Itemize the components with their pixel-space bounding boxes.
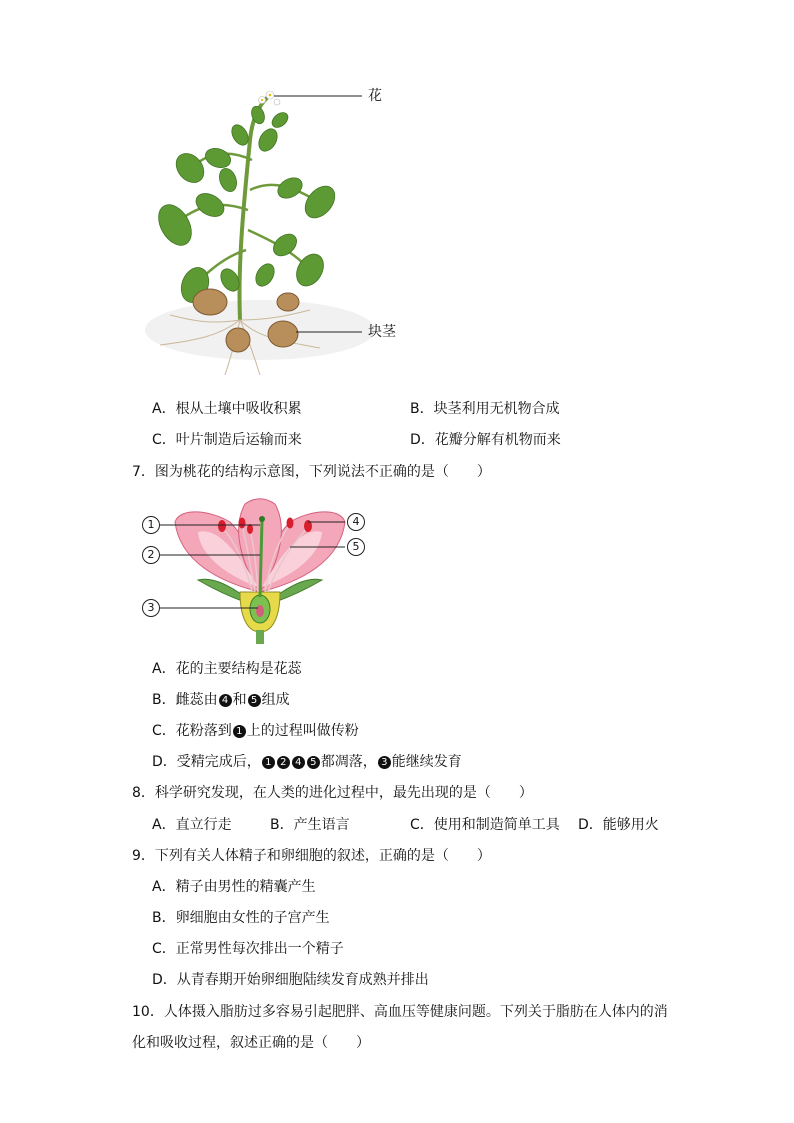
q7-option-b-suffix: 组成 — [261, 692, 290, 708]
marker-2: 2 — [142, 546, 160, 564]
circled-number: 4 — [219, 694, 232, 707]
q7-option-b-prefix: B．雌蕊由 — [152, 692, 218, 708]
q8-option-c[interactable]: C．使用和制造简单工具 — [410, 817, 560, 833]
peach-flower-illustration — [140, 492, 380, 644]
q7-option-d-suffix: 能继续发育 — [391, 754, 462, 770]
q6-option-a[interactable]: A．根从土壤中吸收积累 — [152, 401, 302, 417]
q8-stem: 8．科学研究发现，在人类的进化过程中，最先出现的是（ ） — [132, 785, 533, 801]
q10-stem-line1: 10．人体摄入脂肪过多容易引起肥胖、高血压等健康问题。下列关于脂肪在人体内的消 — [132, 1004, 668, 1020]
circled-number: 1 — [233, 725, 246, 738]
q9-option-b[interactable]: B．卵细胞由女性的子宫产生 — [152, 910, 330, 926]
q8-option-d[interactable]: D．能够用火 — [578, 817, 659, 833]
circled-number: 5 — [248, 694, 261, 707]
circled-number: 5 — [307, 756, 320, 769]
q9-option-d[interactable]: D．从青春期开始卵细胞陆续发育成熟并排出 — [152, 972, 429, 988]
q7-option-c-prefix: C．花粉落到 — [152, 723, 232, 739]
q7-option-d-prefix: D．受精完成后， — [152, 754, 261, 770]
q6-option-d[interactable]: D．花瓣分解有机物而来 — [410, 432, 561, 448]
q8-option-a[interactable]: A．直立行走 — [152, 817, 232, 833]
circled-number: 2 — [277, 756, 290, 769]
q7-option-c[interactable] — [152, 721, 359, 741]
circled-number: 3 — [378, 756, 391, 769]
q10-stem-line2: 化和吸收过程，叙述正确的是（ ） — [132, 1035, 370, 1051]
marker-1: 1 — [142, 516, 160, 534]
label-tuber: 块茎 — [368, 324, 396, 340]
circled-number: 1 — [262, 756, 275, 769]
q7-option-d-mid: 都凋落， — [320, 754, 377, 770]
q7-option-b[interactable] — [152, 690, 290, 710]
q9-stem: 9．下列有关人体精子和卵细胞的叙述，正确的是（ ） — [132, 848, 491, 864]
marker-3: 3 — [142, 599, 160, 617]
peach-flower-figure — [140, 492, 380, 644]
circled-number: 4 — [292, 756, 305, 769]
q7-option-d[interactable] — [152, 752, 462, 772]
marker-4: 4 — [347, 513, 365, 531]
q7-stem: 7．图为桃花的结构示意图，下列说法不正确的是（ ） — [132, 464, 491, 480]
q7-option-b-mid: 和 — [232, 692, 247, 708]
q8-option-b[interactable]: B．产生语言 — [270, 817, 350, 833]
label-flower: 花 — [368, 88, 382, 104]
q7-option-c-suffix: 上的过程叫做传粉 — [246, 723, 359, 739]
q6-option-b[interactable]: B．块茎利用无机物合成 — [410, 401, 560, 417]
q9-option-a[interactable]: A．精子由男性的精囊产生 — [152, 879, 316, 895]
q9-option-c[interactable]: C．正常男性每次排出一个精子 — [152, 941, 344, 957]
q7-option-a[interactable]: A．花的主要结构是花蕊 — [152, 661, 302, 677]
q6-option-c[interactable]: C．叶片制造后运输而来 — [152, 432, 302, 448]
marker-5: 5 — [347, 538, 365, 556]
